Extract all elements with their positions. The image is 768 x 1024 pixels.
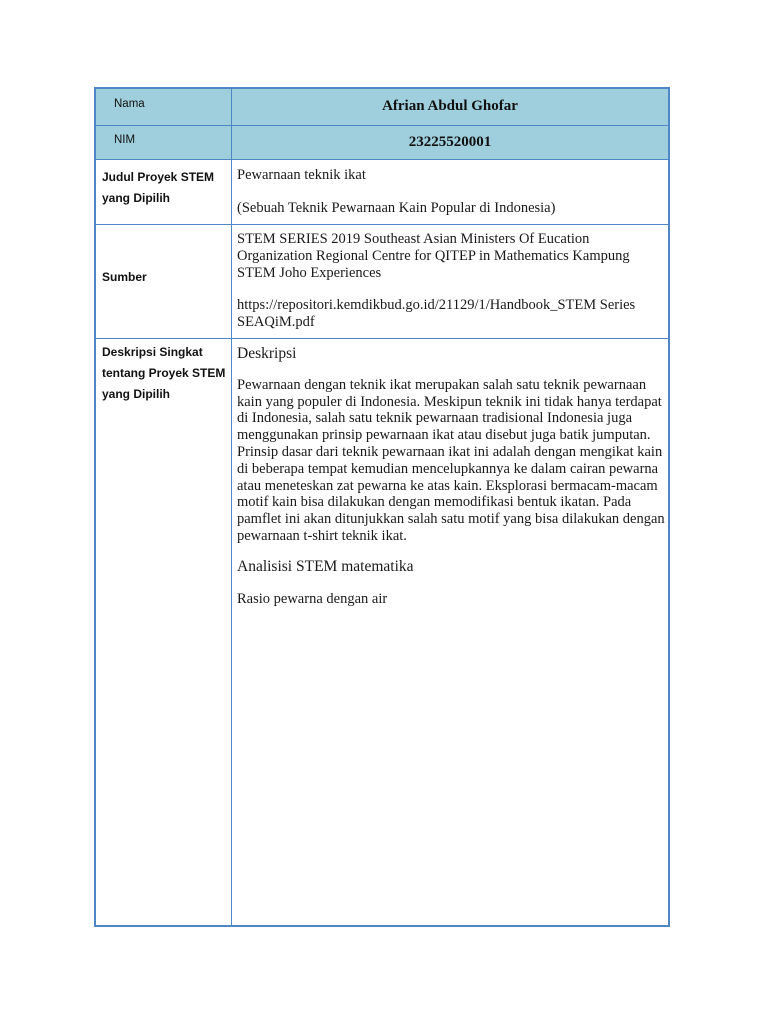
- sumber-label: Sumber: [102, 270, 147, 284]
- judul-value: [237, 167, 667, 217]
- row-divider: [96, 338, 668, 339]
- judul-subtitle: (Sebuah Teknik Pewarnaan Kain Popular di Indonesia): [237, 199, 556, 216]
- sumber-url: https://repositori.kemdikbud.go.id/21129/1/Handbook_STEM Series SEAQiM.pdf: [237, 297, 636, 331]
- sumber-value: [237, 231, 667, 331]
- nim-value: 23225520001: [408, 134, 492, 150]
- analisis-text: Rasio pewarna dengan air: [237, 590, 388, 607]
- nama-value: Afrian Abdul Ghofar: [382, 98, 518, 114]
- judul-label: Judul Proyek STEM yang Dipilih: [102, 170, 215, 205]
- deskripsi-label: Deskripsi Singkat tentang Proyek STEM yang Dipilih: [102, 345, 226, 401]
- deskripsi-heading: Deskripsi: [237, 345, 297, 362]
- deskripsi-paragraph: Pewarnaan dengan teknik ikat merupakan salah satu teknik pewarnaan kain yang populer di Indonesia. Meskipun teknik ini tidak hanya terdapat di Indonesia, salah satu teknik pewarnaan tradisional Indonesia juga menggunakan prinsip pewarnaan ikat atau disebut juga batik jumputan. Prinsip dasar dari teknik pewarnaan ikat ini adalah dengan mengikat kain di beberapa tempat kemudian mencelupkannya ke dalam cairan pewarna atau meneteskan zat pewarna ke atas kain. Eksplorasi bermacam-macam motif kain bisa dilakukan dengan memodifikasi bentuk ikatan. Pada pamflet ini akan ditunjukkan salah satu motif yang bisa dilakukan dengan pewarnaan t-shirt teknik ikat.: [237, 376, 665, 544]
- sumber-reference: STEM SERIES 2019 Southeast Asian Ministers Of Eucation Organization Regional Centre for QITEP in Mathematics Kampung STEM Joho Experiences: [237, 231, 630, 281]
- analisis-heading: Analisisi STEM matematika: [237, 557, 414, 575]
- deskripsi-value: [237, 346, 667, 607]
- nim-label: NIM: [114, 134, 136, 146]
- nama-label: Nama: [114, 98, 145, 110]
- row-divider: [96, 125, 668, 126]
- student-project-table: [94, 87, 670, 927]
- row-divider: [96, 224, 668, 225]
- column-divider: [231, 89, 232, 925]
- judul-title: Pewarnaan teknik ikat: [237, 167, 366, 183]
- row-divider: [96, 159, 668, 160]
